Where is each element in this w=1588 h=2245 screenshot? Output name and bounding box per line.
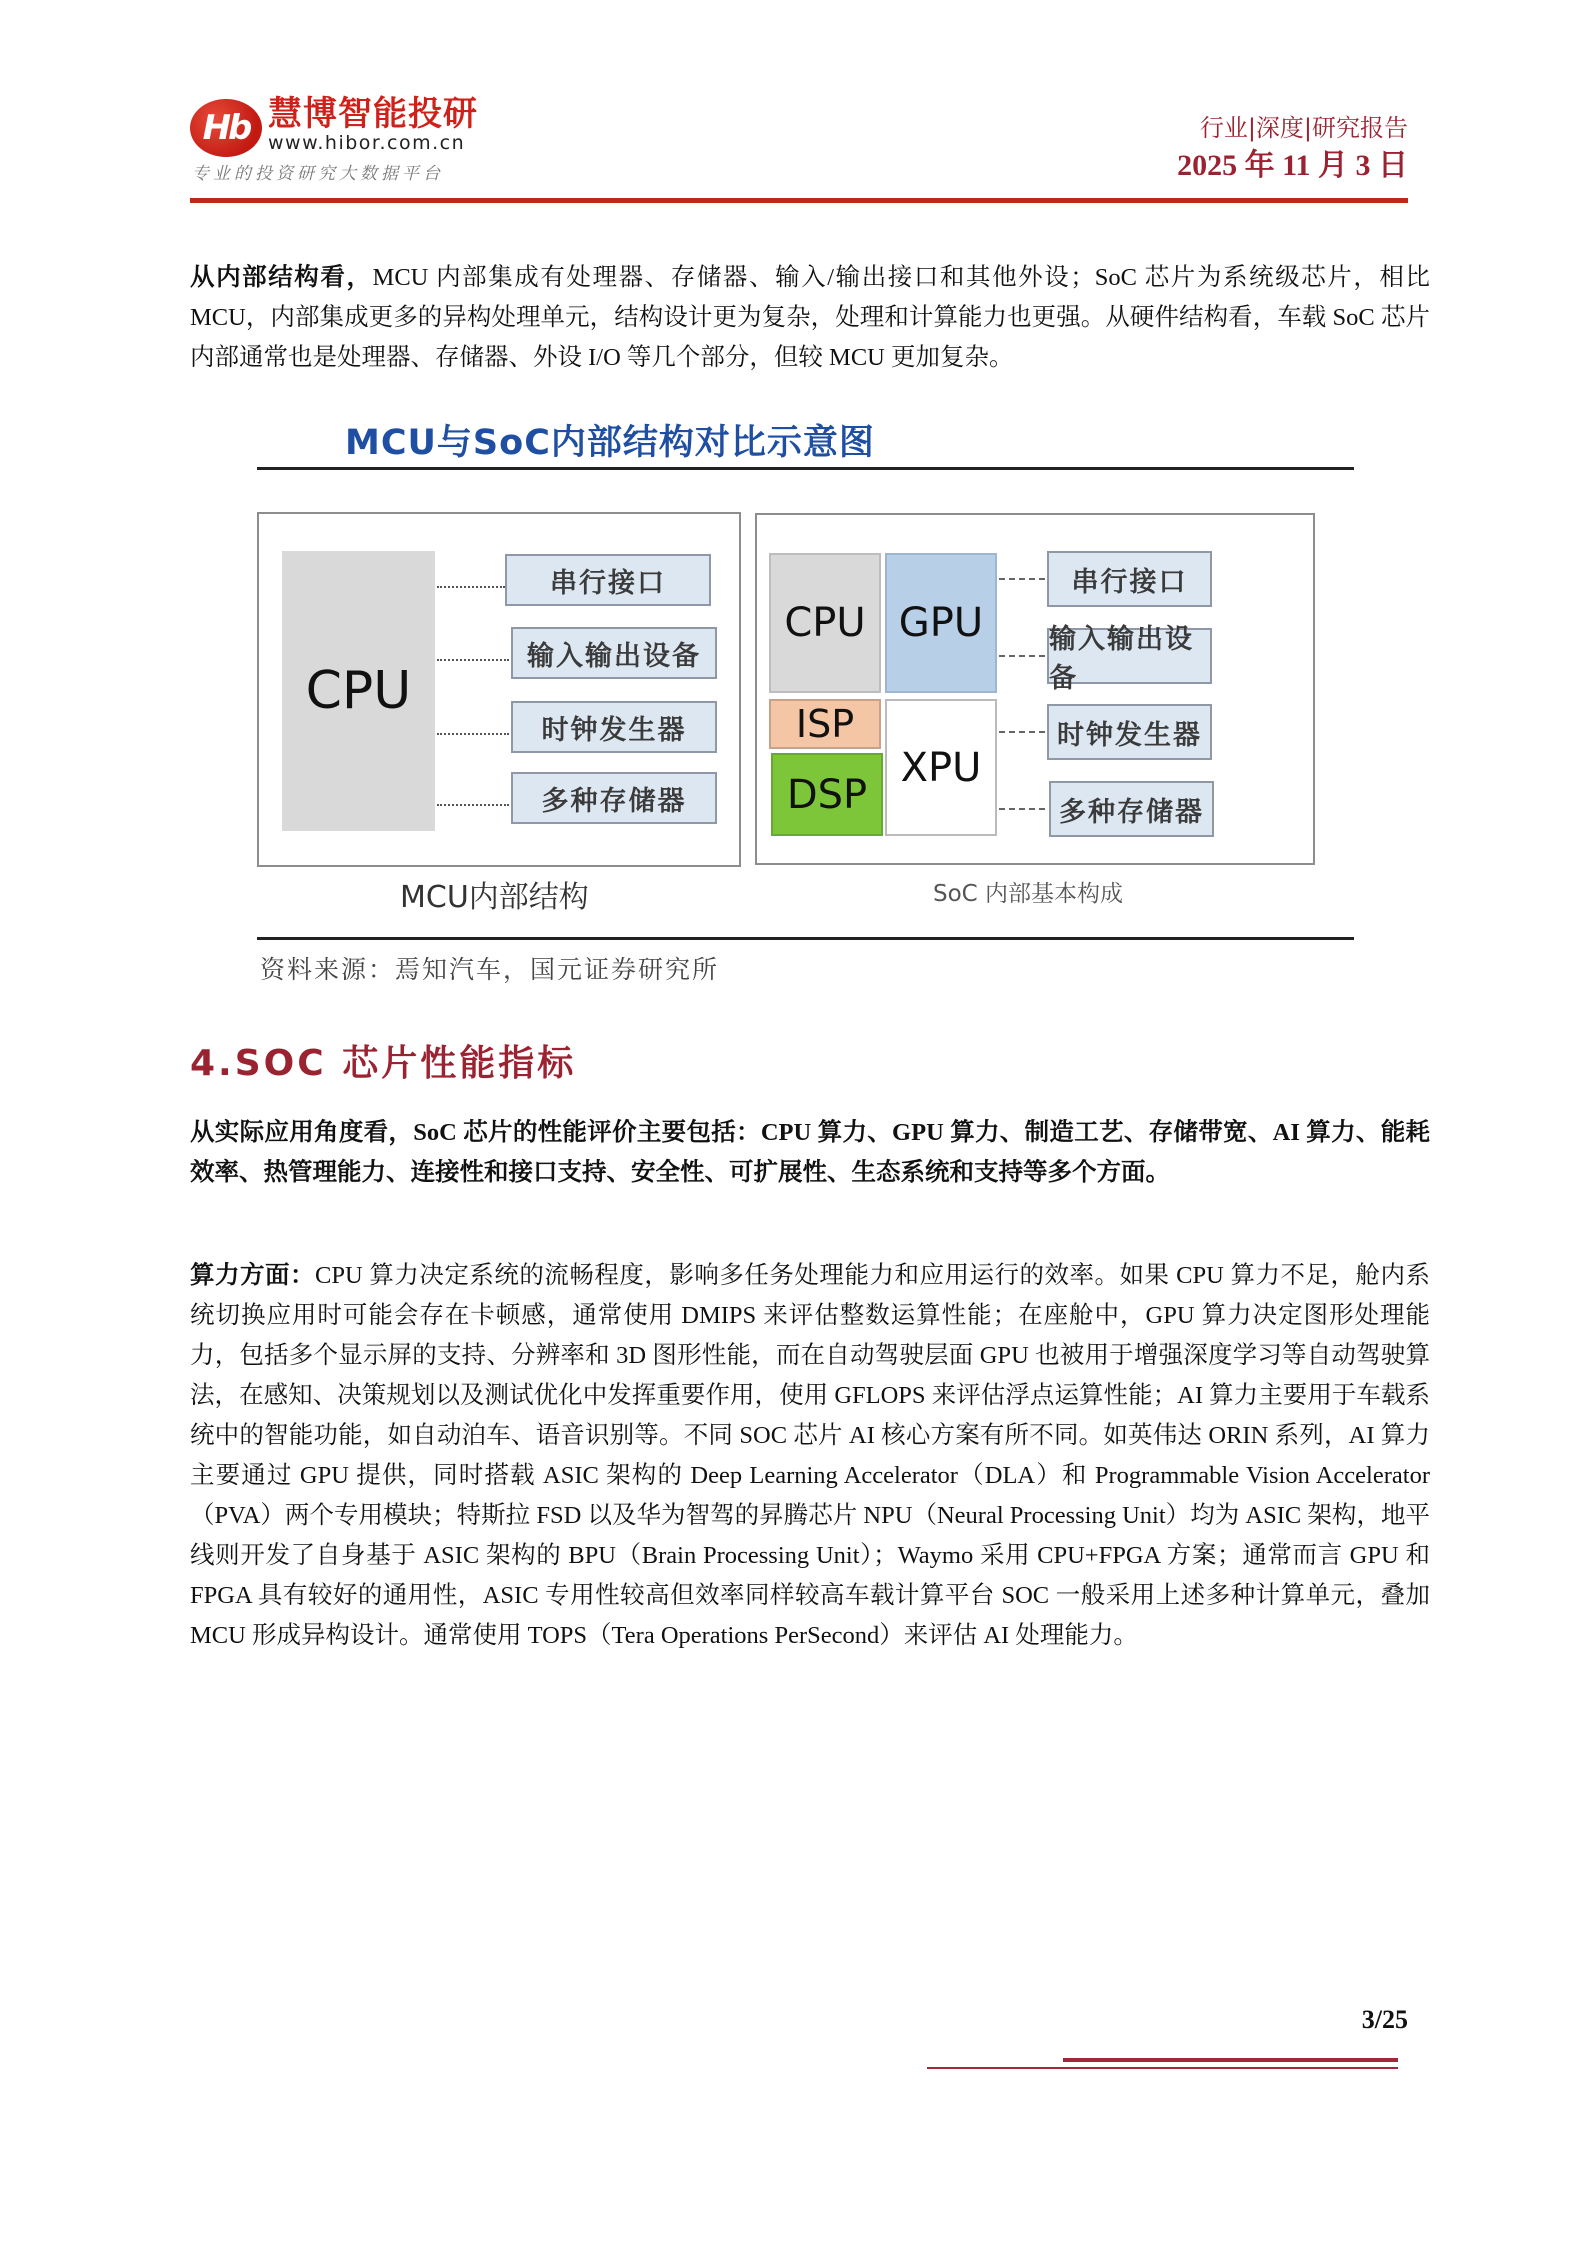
intro-paragraph bbox=[190, 258, 1430, 378]
mcu-peripheral: 多种存储器 bbox=[511, 772, 717, 824]
figure-title: MCU与SoC内部结构对比示意图 bbox=[345, 423, 875, 463]
summary-paragraph: 从实际应用角度看，SoC 芯片的性能评价主要包括：CPU 算力、GPU 算力、制造工艺、存储带宽、AI 算力、能耗效率、热管理能力、连接性和接口支持、安全性、可扩展性、生态系统和支持等多个方面。 bbox=[190, 1119, 1430, 1186]
mcu-connector bbox=[437, 659, 509, 661]
mcu-panel bbox=[257, 512, 741, 867]
brand-name: 慧博智能投研 bbox=[268, 94, 478, 134]
soc-connector bbox=[999, 731, 1045, 733]
soc-peripheral: 输入输出设备 bbox=[1047, 628, 1212, 684]
mcu-caption: MCU内部结构 bbox=[400, 880, 589, 915]
brand-slogan: 专业的投资研究大数据平台 bbox=[192, 164, 444, 184]
soc-peripheral: 时钟发生器 bbox=[1047, 704, 1212, 760]
soc-connector bbox=[999, 808, 1045, 810]
soc-connector bbox=[999, 578, 1045, 580]
compute-paragraph bbox=[190, 1256, 1430, 1656]
soc-peripheral: 串行接口 bbox=[1047, 551, 1212, 607]
report-type: 行业|深度|研究报告 bbox=[1199, 114, 1408, 142]
soc-panel bbox=[755, 513, 1315, 865]
soc-dsp-block: DSP bbox=[771, 753, 883, 836]
intro-lead: 从内部结构看， bbox=[190, 264, 373, 291]
section-heading: 4.SOC 芯片性能指标 bbox=[190, 1043, 577, 1084]
figure-bottom-rule bbox=[257, 937, 1354, 940]
compute-lead: 算力方面： bbox=[190, 1262, 316, 1289]
soc-cpu-block: CPU bbox=[769, 553, 881, 693]
soc-xpu-block: XPU bbox=[885, 699, 997, 836]
mcu-connector bbox=[437, 733, 509, 735]
soc-gpu-block: GPU bbox=[885, 553, 997, 693]
mcu-peripheral: 串行接口 bbox=[505, 554, 711, 606]
page-number: 3/25 bbox=[1361, 2005, 1408, 2034]
report-date: 2025 年 11 月 3 日 bbox=[1177, 149, 1408, 182]
intro-text: MCU 内部集成有处理器、存储器、输入/输出接口和其他外设；SoC 芯片为系统级芯片，相比 MCU，内部集成更多的异构处理单元，结构设计更为复杂，处理和计算能力也更强。从硬件结构看，车载 SoC 芯片内部通常也是处理器、存储器、外设 I/O 等几个部分，但较 MCU 更加复杂。 bbox=[190, 264, 1431, 371]
mcu-peripheral: 输入输出设备 bbox=[511, 627, 717, 679]
footer-rule-thin bbox=[927, 2067, 1398, 2069]
mcu-peripheral: 时钟发生器 bbox=[511, 701, 717, 753]
soc-connector bbox=[999, 655, 1045, 657]
mcu-cpu-block: CPU bbox=[282, 551, 435, 831]
figure-top-rule bbox=[257, 467, 1354, 470]
soc-peripheral: 多种存储器 bbox=[1049, 781, 1214, 837]
report-meta bbox=[1177, 113, 1408, 185]
logo-text bbox=[268, 95, 478, 153]
page-header bbox=[190, 95, 1408, 200]
soc-isp-block: ISP bbox=[769, 699, 881, 749]
soc-caption: SoC 内部基本构成 bbox=[933, 881, 1124, 907]
footer-rule-thick bbox=[1063, 2058, 1398, 2062]
header-divider bbox=[190, 198, 1408, 203]
logo-mark-icon: Hb bbox=[190, 99, 262, 157]
brand-logo bbox=[190, 95, 478, 157]
brand-url: www.hibor.com.cn bbox=[268, 132, 466, 154]
mcu-connector bbox=[437, 804, 509, 806]
mcu-connector bbox=[437, 586, 505, 588]
figure-source: 资料来源：焉知汽车，国元证券研究所 bbox=[260, 955, 720, 984]
compute-text: CPU 算力决定系统的流畅程度，影响多任务处理能力和应用运行的效率。如果 CPU 算力不足，舱内系统切换应用时可能会存在卡顿感，通常使用 DMIPS 来评估整数运算性能；在座舱中，GPU 算力决定图形处理能力，包括多个显示屏的支持、分辨率和 3D 图形性能，而在自动驾驶层面 GPU 也被用于增强深度学习等自动驾驶算法，在感知、决策规划以及测试优化中发挥重要作用，使用 GFLOPS 来评估浮点运算性能；AI 算力主要用于车载系统中的智能功能，如自动泊车、语音识别等。不同 SOC 芯片 AI 核心方案有所不同。如英伟达 ORIN 系列，AI 算力主要通过 GPU 提供，同时搭载 ASIC 架构的 Deep Learning Accelerator（DLA）和 Programmable Vision Accelerator（PVA）两个专用模块；特斯拉 FSD 以及华为智驾的昇腾芯片 NPU（Neural Processing Unit）均为 ASIC 架构，地平线则开发了自身基于 ASIC 架构的 BPU（Brain Processing Unit）；Waymo 采用 CPU+FPGA 方案；通常而言 GPU 和 FPGA 具有较好的通用性，ASIC 专用性较高但效率同样较高车载计算平台 SOC 一般采用上述多种计算单元，叠加 MCU 形成异构设计。通常使用 TOPS（Tera Operations PerSecond）来评估 AI 处理能力。 bbox=[190, 1262, 1430, 1649]
